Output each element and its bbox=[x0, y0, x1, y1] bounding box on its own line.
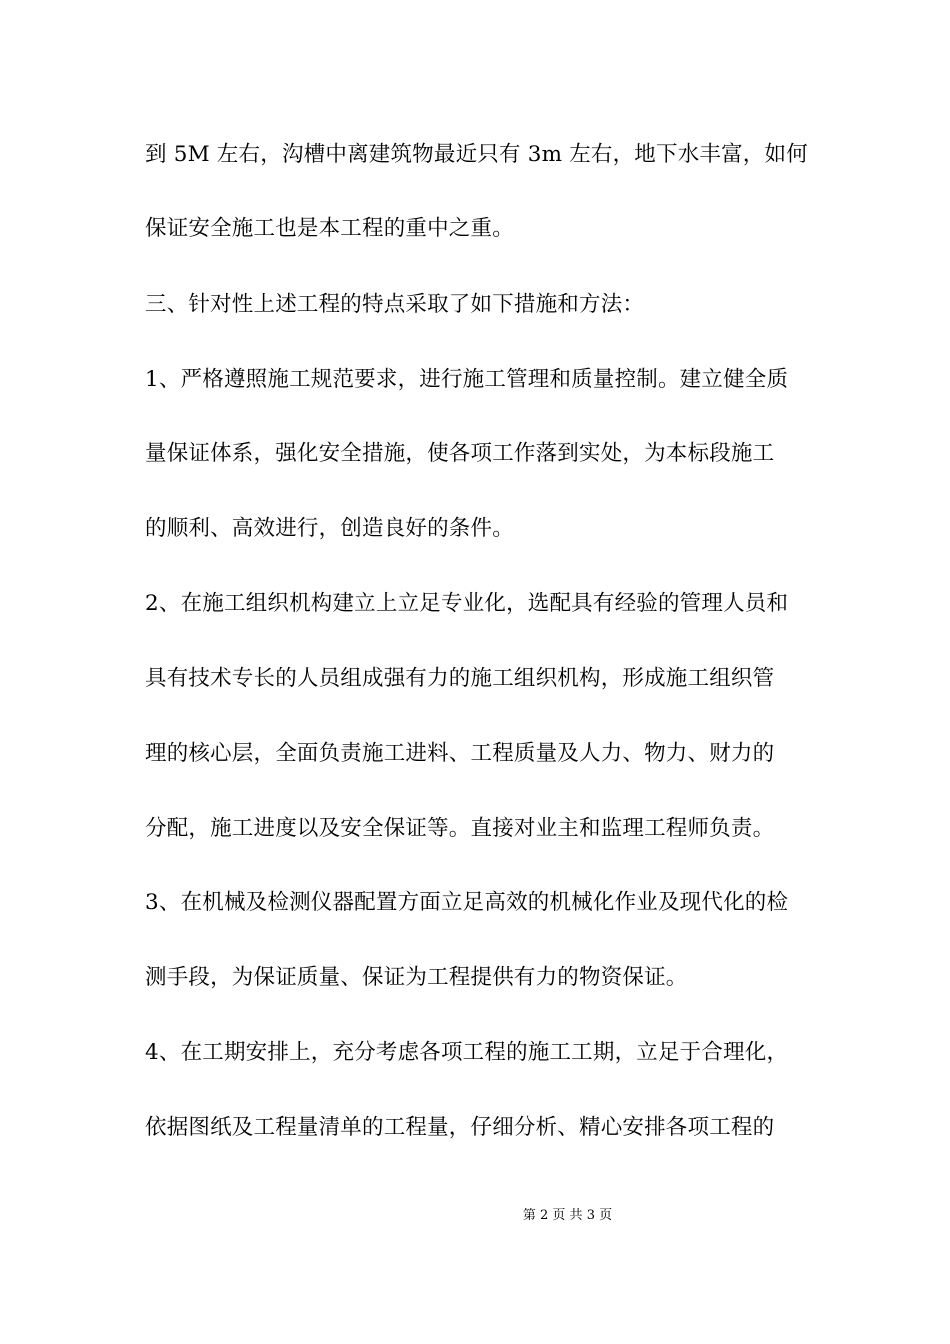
body-line-1: 到 5M 左右，沟槽中离建筑物最近只有 3m 左右，地下水丰富，如何 bbox=[145, 142, 808, 167]
body-line-7: 2、在施工组织机构建立上立足专业化，选配具有经验的管理人员和 bbox=[145, 591, 789, 616]
body-line-2: 保证安全施工也是本工程的重中之重。 bbox=[145, 216, 514, 241]
body-line-10: 分配，施工进度以及安全保证等。直接对业主和监理工程师负责。 bbox=[145, 816, 775, 841]
page-number-footer: 第 2 页 共 3 页 bbox=[522, 1208, 613, 1223]
section-heading: 三、针对性上述工程的特点采取了如下措施和方法： bbox=[145, 292, 645, 317]
body-line-4: 1、严格遵照施工规范要求，进行施工管理和质量控制。建立健全质 bbox=[145, 367, 789, 392]
body-line-9: 理的核心层，全面负责施工进料、工程质量及人力、物力、财力的 bbox=[145, 741, 775, 766]
body-line-6: 的顺利、高效进行，创造良好的条件。 bbox=[145, 516, 514, 541]
body-line-12: 测手段，为保证质量、保证为工程提供有力的物资保证。 bbox=[145, 965, 688, 990]
body-line-13: 4、在工期安排上，充分考虑各项工程的施工工期，立足于合理化， bbox=[145, 1040, 789, 1065]
body-line-8: 具有技术专长的人员组成强有力的施工组织机构，形成施工组织管 bbox=[145, 666, 775, 691]
body-line-11: 3、在机械及检测仪器配置方面立足高效的机械化作业及现代化的检 bbox=[145, 890, 789, 915]
body-line-5: 量保证体系，强化安全措施，使各项工作落到实处，为本标段施工 bbox=[145, 441, 775, 466]
body-line-14: 依据图纸及工程量清单的工程量，仔细分析、精心安排各项工程的 bbox=[145, 1115, 775, 1140]
